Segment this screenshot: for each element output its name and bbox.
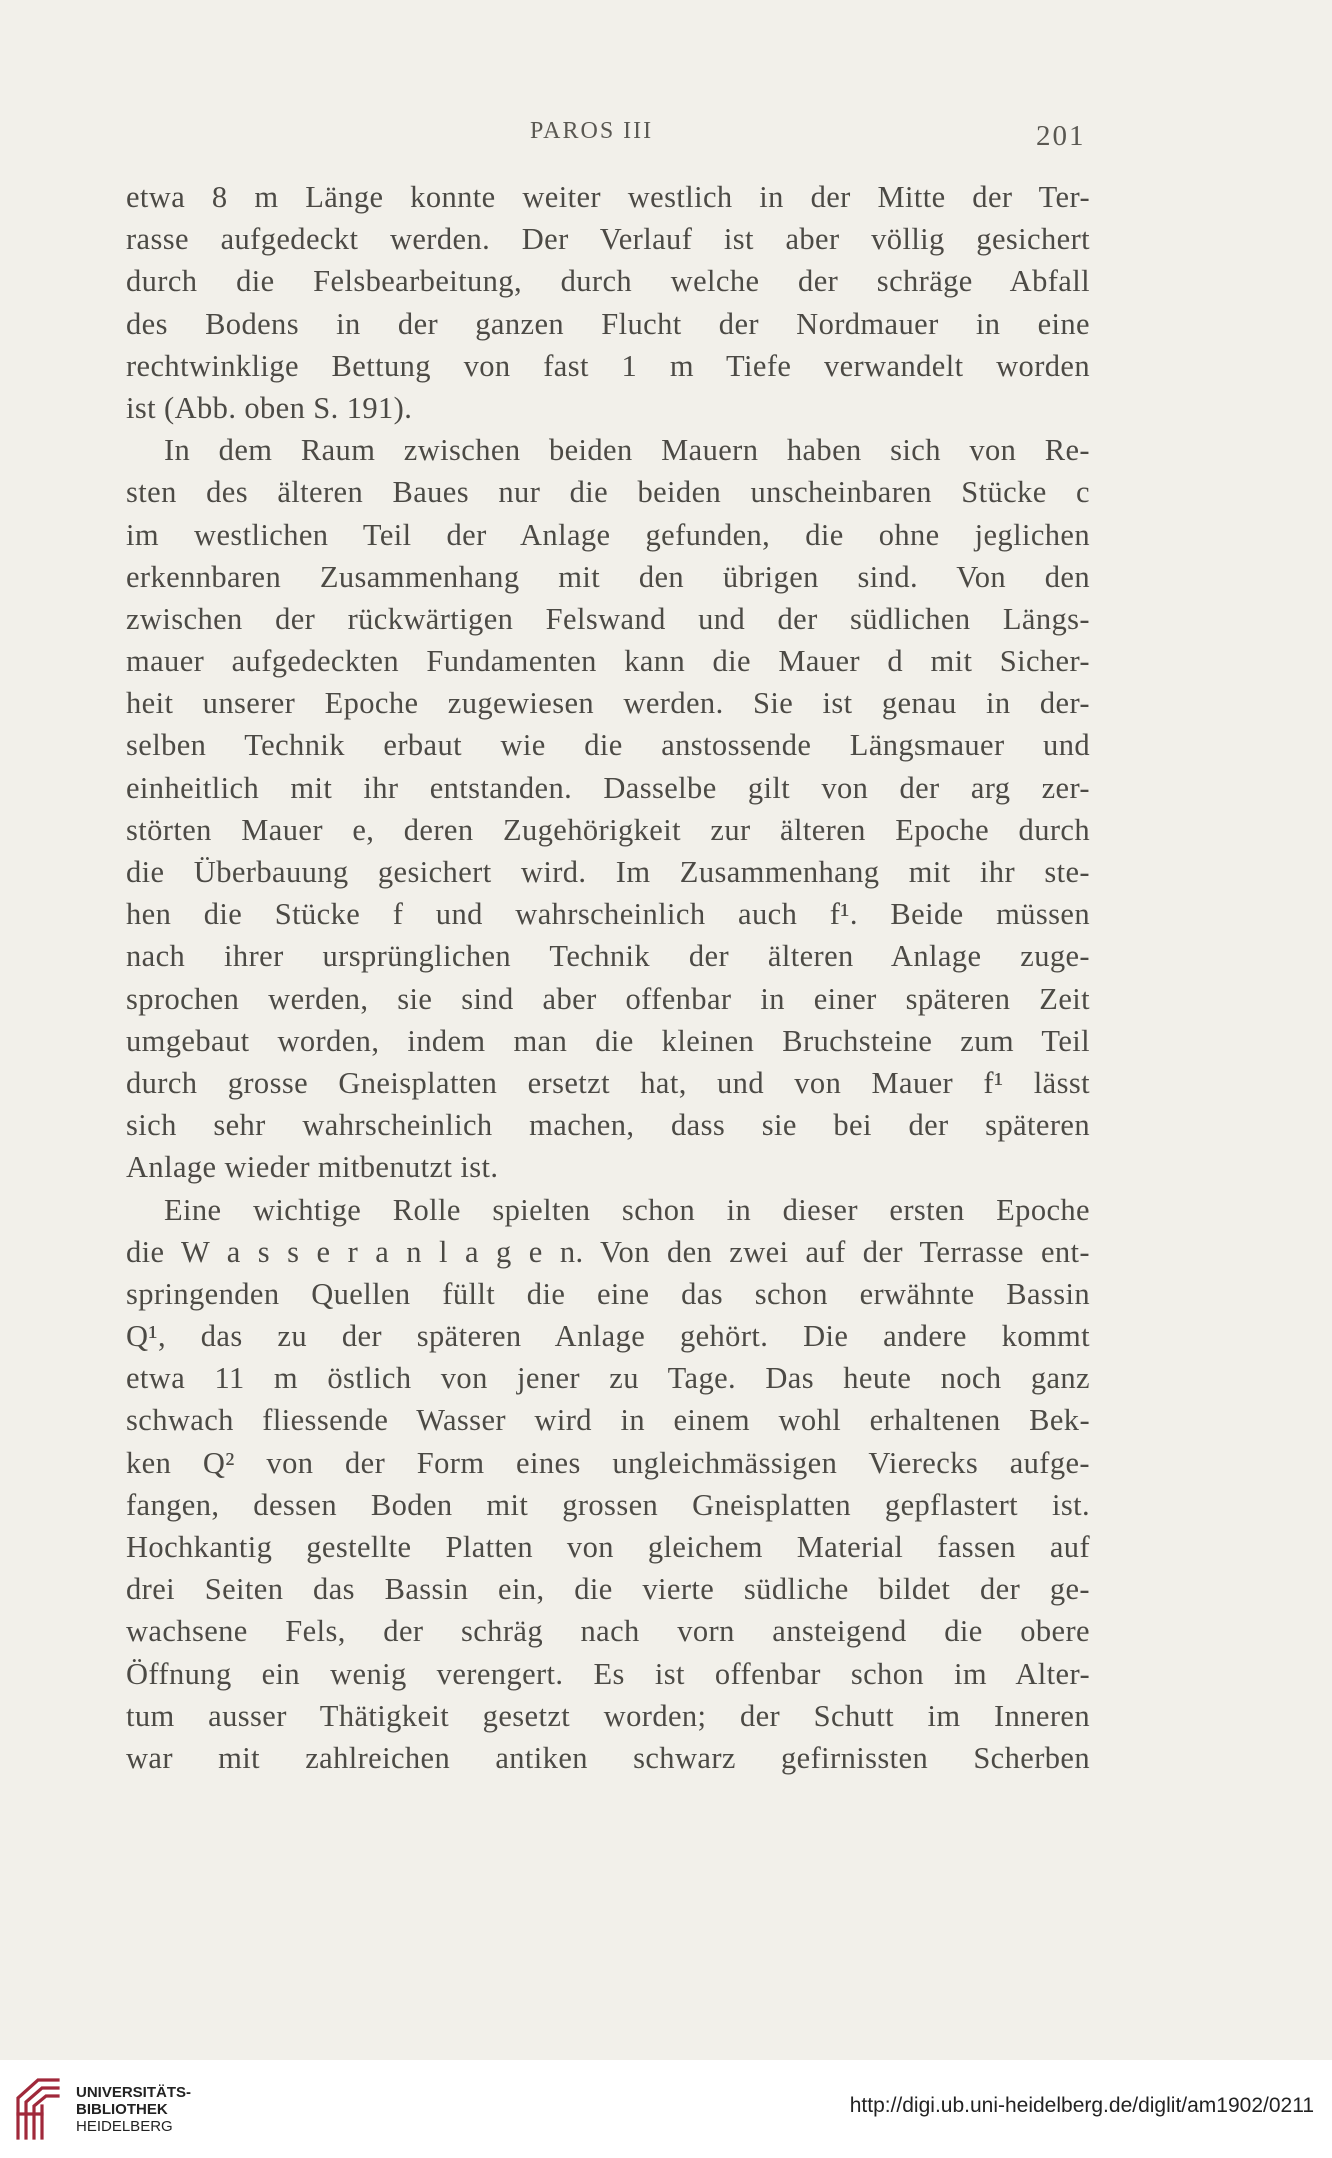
text-line: umgebaut worden, indem man die kleinen Bruchsteine zum Teil [126, 1023, 1090, 1058]
running-head [0, 112, 1332, 152]
text-line: sprochen werden, sie sind aber offenbar in einer späteren Zeit [126, 981, 1090, 1016]
library-name-line: HEIDELBERG [76, 2118, 173, 2135]
text-line: störten Mauer e, deren Zugehörigkeit zur älteren Epoche durch [126, 812, 1090, 847]
text-line: etwa 8 m Länge konnte weiter westlich in der Mitte der Ter- [126, 180, 1090, 214]
text-line: die W a s s e r a n l a g e n. Von den zwei auf der Terrasse ent- [126, 1234, 1090, 1269]
text-line: im westlichen Teil der Anlage gefunden, die ohne jeglichen [126, 517, 1090, 552]
running-title: PAROS III [530, 118, 654, 144]
text-line: selben Technik erbaut wie die anstossende Längsmauer und [126, 728, 1090, 763]
text-line: In dem Raum zwischen beiden Mauern haben sich von Re- [164, 433, 1090, 468]
text-line: durch grosse Gneisplatten ersetzt hat, und von Mauer f¹ lässt [126, 1065, 1090, 1100]
text-line: einheitlich mit ihr entstanden. Dasselbe gilt von der arg zer- [126, 770, 1090, 805]
text-line: schwach fliessende Wasser wird in einem wohl erhaltenen Bek- [126, 1403, 1090, 1438]
footer-bar [0, 2060, 1332, 2158]
text-line: etwa 11 m östlich von jener zu Tage. Das heute noch ganz [126, 1361, 1090, 1396]
library-logo-icon [14, 2076, 62, 2142]
text-line: springenden Quellen füllt die eine das schon erwähnte Bassin [126, 1276, 1090, 1311]
text-line: des Bodens in der ganzen Flucht der Nordmauer in eine [126, 306, 1090, 341]
page-number: 201 [1036, 120, 1086, 152]
text-line: zwischen der rückwärtigen Felswand und der südlichen Längs- [126, 601, 1090, 636]
text-line: hen die Stücke f und wahrscheinlich auch f¹. Beide müssen [126, 897, 1090, 932]
text-line: Anlage wieder mitbenutzt ist. [126, 1150, 499, 1185]
text-line: die Überbauung gesichert wird. Im Zusammenhang mit ihr ste- [126, 855, 1090, 889]
text-line: mauer aufgedeckten Fundamenten kann die Mauer d mit Sicher- [126, 644, 1090, 679]
text-line: rasse aufgedeckt werden. Der Verlauf ist aber völlig gesichert [126, 222, 1090, 257]
text-line: erkennbaren Zusammenhang mit den übrigen sind. Von den [126, 559, 1090, 594]
body-text [126, 176, 1090, 1779]
text-line: Q¹, das zu der späteren Anlage gehört. Die andere kommt [126, 1319, 1090, 1354]
text-line: heit unserer Epoche zugewiesen werden. Sie ist genau in der- [126, 686, 1090, 721]
text-line: sten des älteren Baues nur die beiden unscheinbaren Stücke c [126, 475, 1090, 510]
text-line: fangen, dessen Boden mit grossen Gneisplatten gepflastert ist. [126, 1487, 1090, 1522]
text-line: durch die Felsbearbeitung, durch welche der schräge Abfall [126, 264, 1090, 299]
text-line: rechtwinklige Bettung von fast 1 m Tiefe verwandelt worden [126, 348, 1090, 383]
source-url-link[interactable]: http://digi.ub.uni-heidelberg.de/diglit/am1902/0211 [849, 2094, 1314, 2117]
text-line: sich sehr wahrscheinlich machen, dass sie bei der späteren [126, 1108, 1090, 1143]
text-line: tum ausser Thätigkeit gesetzt worden; der Schutt im Inneren [126, 1698, 1090, 1733]
text-line: Hochkantig gestellte Platten von gleichem Material fassen auf [126, 1530, 1090, 1564]
library-name [76, 2084, 191, 2135]
text-line: ken Q² von der Form eines ungleichmässigen Vierecks aufge- [126, 1445, 1090, 1480]
text-line: Eine wichtige Rolle spielten schon in dieser ersten Epoche [164, 1192, 1090, 1227]
library-name-line: UNIVERSITÄTS- [76, 2084, 192, 2101]
text-line: war mit zahlreichen antiken schwarz gefirnissten Scherben [126, 1740, 1090, 1775]
text-line: wachsene Fels, der schräg nach vorn ansteigend die obere [126, 1614, 1090, 1649]
text-line: Öffnung ein wenig verengert. Es ist offenbar schon im Alter- [126, 1656, 1090, 1691]
text-line: ist (Abb. oben S. 191). [126, 390, 413, 425]
text-line: drei Seiten das Bassin ein, die vierte südliche bildet der ge- [126, 1572, 1090, 1607]
text-line: nach ihrer ursprünglichen Technik der älteren Anlage zuge- [126, 939, 1090, 974]
library-name-line: BIBLIOTHEK [76, 2101, 168, 2118]
